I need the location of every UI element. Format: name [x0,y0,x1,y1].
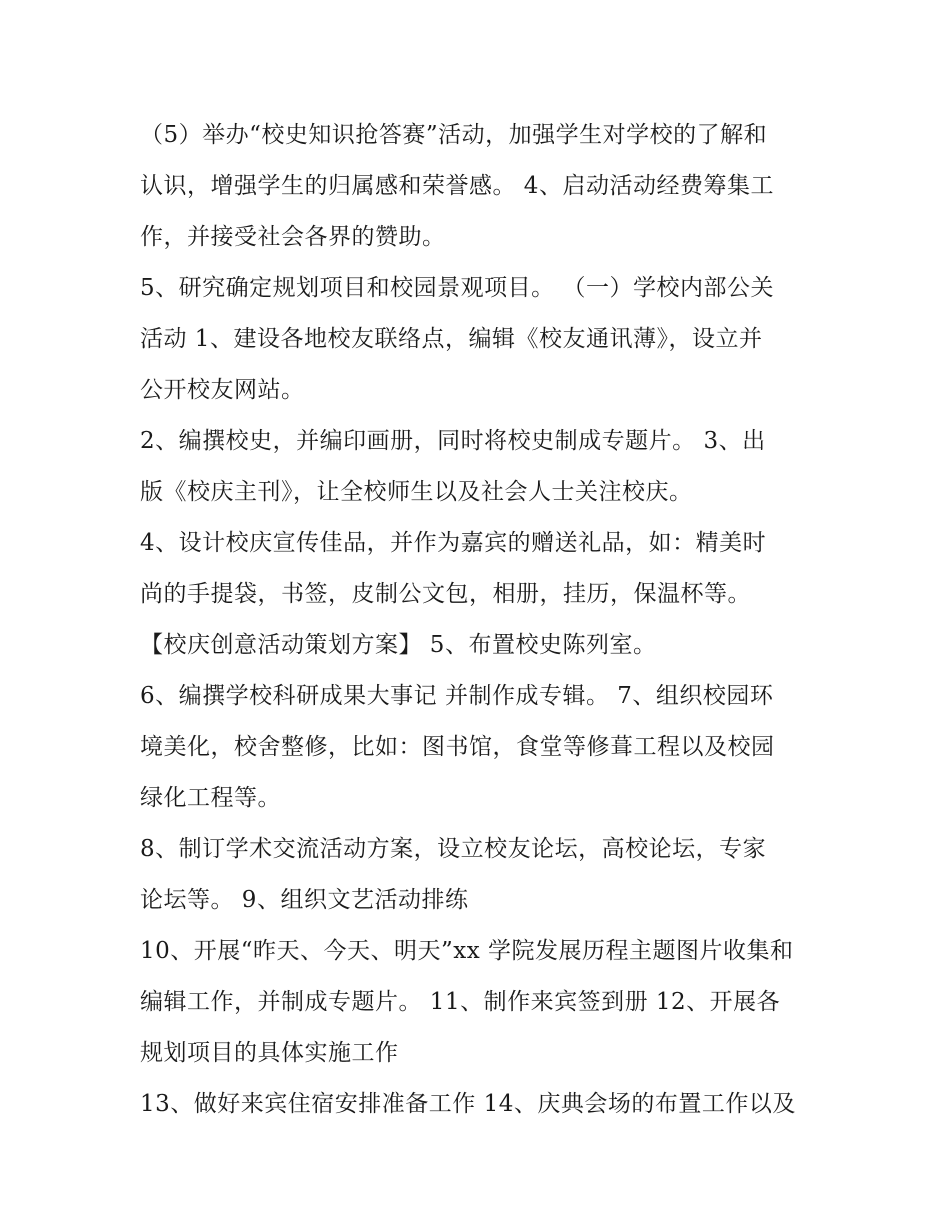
text-line: 10、开展“昨天、今天、明天”xx 学院发展历程主题图片收集和 [140,938,794,964]
text-line: 尚的手提袋，书签，皮制公文包，相册，挂历，保温杯等。 [140,581,751,607]
text-line: 绿化工程等。 [140,785,281,811]
text-line: 8、制订学术交流活动方案，设立校友论坛，高校论坛，专家 [140,836,767,862]
text-line: 2、编撰校史，并编印画册，同时将校史制成专题片。 3、出 [140,428,766,454]
text-line: 版《校庆主刊》，让全校师生以及社会人士关注校庆。 [140,479,693,505]
text-line: 作，并接受社会各界的赞助。 [140,224,446,250]
text-line: 论坛等。 9、组织文艺活动排练 [140,887,469,913]
document-body [140,110,820,1130]
text-line: 编辑工作，并制成专题片。 11、制作来宾签到册 12、开展各 [140,989,781,1015]
text-line: 6、编撰学校科研成果大事记 并制作成专辑。 7、组织校园环 [140,683,774,709]
text-line: 活动 1、建设各地校友联络点，编辑《校友通讯薄》，设立并 [140,326,763,352]
text-line: 认识，增强学生的归属感和荣誉感。 4、启动活动经费筹集工 [140,173,774,199]
text-line: 境美化，校舍整修，比如：图书馆，食堂等修葺工程以及校园 [140,734,775,760]
text-line: 5、研究确定规划项目和校园景观项目。 （一）学校内部公关 [140,275,774,301]
text-line: 公开校友网站。 [140,377,305,403]
text-line: （5）举办“校史知识抢答赛”活动，加强学生对学校的了解和 [140,122,768,148]
text-line: 13、做好来宾住宿安排准备工作 14、庆典会场的布置工作以及 [140,1091,796,1117]
text-line: 【校庆创意活动策划方案】 5、布置校史陈列室。 [140,632,657,658]
text-line: 规划项目的具体实施工作 [140,1040,399,1066]
text-line: 4、设计校庆宣传佳品，并作为嘉宾的赠送礼品，如：精美时 [140,530,767,556]
